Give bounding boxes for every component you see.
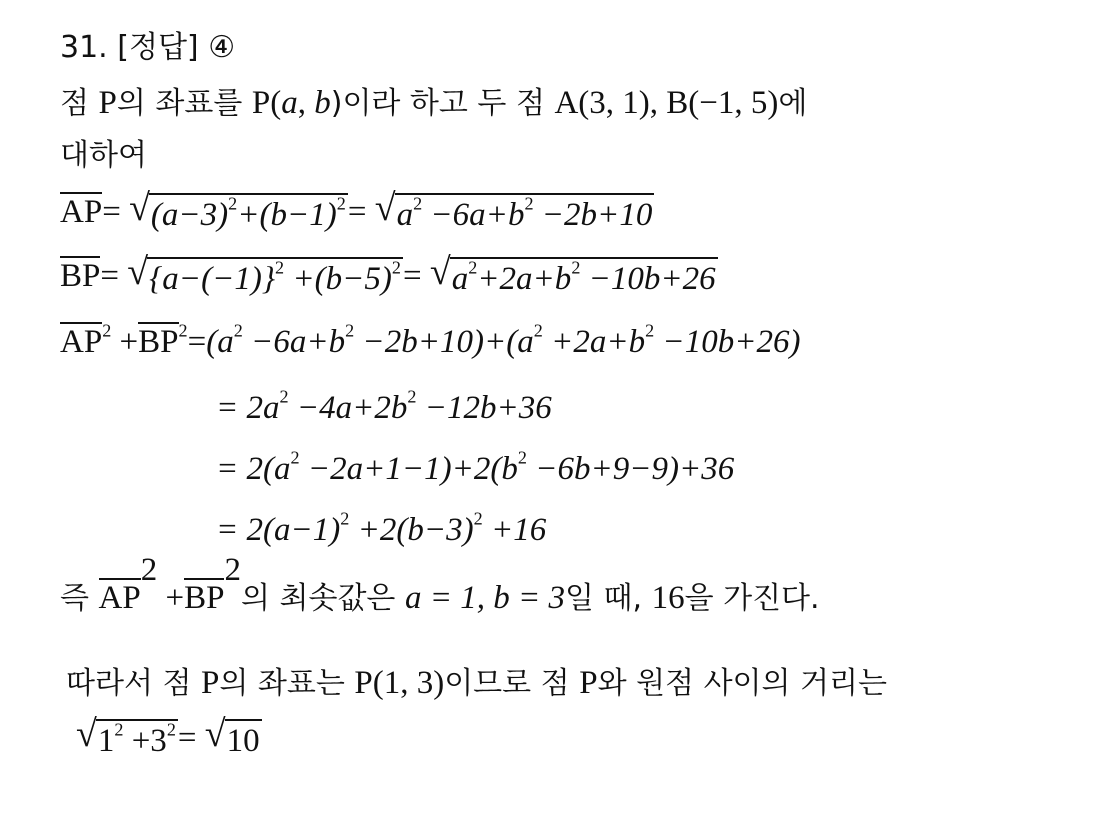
expr: +(b−5) <box>284 261 392 297</box>
exp: 2 <box>473 508 483 529</box>
intro-text: 의 좌표를 <box>116 86 252 121</box>
plus: + <box>111 324 139 360</box>
intro-text: 에 <box>778 86 808 121</box>
exp: 2 <box>340 508 350 529</box>
expr: +2a+b <box>542 324 646 360</box>
expr: −10b+26 <box>580 261 716 297</box>
exp: 2 <box>140 552 158 588</box>
exp: 2 <box>166 719 176 740</box>
final-line <box>66 663 887 704</box>
exp: 2 <box>275 257 285 278</box>
final-text: 와 원점 사이의 거리는 <box>597 666 887 701</box>
exp: 2 <box>228 193 238 214</box>
segment-ap: AP <box>60 324 103 360</box>
exp: 2 <box>524 193 534 214</box>
sqrt-bp-2: √ $a^2+2a+b^2 -10b+26$ <box>429 251 716 297</box>
expr: (a−3) <box>150 197 229 233</box>
sum-equation <box>60 322 800 362</box>
result: 10 <box>225 719 262 759</box>
min-value: 16 <box>651 580 685 617</box>
exp: 2 <box>102 320 112 341</box>
point-p: P <box>98 85 117 121</box>
exp: 2 <box>233 320 243 341</box>
expr: +2a+b <box>477 261 572 297</box>
expr: 1 <box>97 723 115 759</box>
expr: −6b+9−9)+36 <box>526 451 735 487</box>
expr: −12b+36 <box>416 390 552 426</box>
intro-line <box>60 83 807 124</box>
point-p: P <box>579 665 598 701</box>
expr: +(b−1) <box>237 197 337 233</box>
equals: = <box>100 258 119 294</box>
exp: 2 <box>290 447 300 468</box>
exp: 2 <box>468 257 478 278</box>
expr: a <box>451 261 469 297</box>
exp: 2 <box>407 386 417 407</box>
expr: (a <box>206 324 234 360</box>
expr: = 2a <box>216 390 280 426</box>
equals: = <box>402 258 422 294</box>
var-a: a <box>281 85 298 121</box>
exp: 2 <box>114 719 124 740</box>
intro-text: 점 <box>60 86 99 121</box>
expr: −2b+10)+(a <box>354 324 534 360</box>
coord-p: P(1, 3) <box>354 665 445 701</box>
answer-choice: ④ <box>208 30 236 65</box>
exp: 2 <box>645 320 655 341</box>
step-2 <box>216 388 552 428</box>
concl-text: 의 최솟값은 <box>240 581 405 617</box>
final-text: 따라서 점 <box>66 666 201 701</box>
point-a: A(3, 1), <box>554 85 667 121</box>
final-text: 의 좌표는 <box>219 666 355 701</box>
expr: a <box>396 197 414 233</box>
condition: a = 1, b = 3 <box>404 580 565 617</box>
intro-line-2: 대하여 <box>60 138 147 173</box>
equals: = <box>347 194 367 230</box>
problem-number: 31. <box>60 30 108 65</box>
exp: 2 <box>178 320 188 341</box>
exp: 2 <box>571 257 581 278</box>
expr: −2a+1−1)+2(b <box>299 451 518 487</box>
segment-bp: BP <box>184 580 225 617</box>
expr: +16 <box>482 512 547 548</box>
exp: 2 <box>224 552 241 588</box>
distance-equation <box>76 713 262 759</box>
ap-equation <box>60 187 654 233</box>
point-b: B(−1, 5) <box>666 85 779 121</box>
expr: = 2(a−1) <box>216 512 341 548</box>
expr: −6a+b <box>422 197 525 233</box>
sqrt-ap-1: √ $(a-3)^2+(b-1)^2$ <box>129 187 346 233</box>
exp: 2 <box>533 320 543 341</box>
final-text: 이므로 점 <box>444 666 580 701</box>
sqrt-distance: √ $1^2 +3^2$ <box>76 713 176 759</box>
expr: −6a+b <box>242 324 346 360</box>
expr: +3 <box>123 723 167 759</box>
sqrt-result: √ 10 <box>204 713 260 759</box>
bp-equation <box>60 251 718 297</box>
concl-text: 을 가진다. <box>684 581 820 617</box>
equals: = <box>102 194 121 230</box>
segment-bp: BP <box>60 258 101 294</box>
expr: +2(b−3) <box>349 512 474 548</box>
var-b: b <box>314 85 331 121</box>
step-3 <box>216 449 734 489</box>
exp: 2 <box>345 320 355 341</box>
equals: = <box>177 720 197 756</box>
sqrt-bp-1: √ $\{a-(-1)\}^2 +(b-5)^2$ <box>127 251 401 297</box>
comma: , <box>297 85 315 121</box>
intro-text: )이라 하고 두 점 <box>330 86 555 121</box>
sqrt-ap-2: √ $a^2 -6a+b^2 -2b+10$ <box>374 187 653 233</box>
expr: −2b+10 <box>533 197 653 233</box>
coord-p: P( <box>251 85 282 121</box>
segment-ap: AP <box>60 194 103 230</box>
exp: 2 <box>336 193 346 214</box>
expr: −4a+2b <box>288 390 408 426</box>
expr: −10b+26) <box>654 324 801 360</box>
plus: + <box>157 580 185 617</box>
exp: 2 <box>517 447 527 468</box>
concl-text: 일 때, <box>565 581 652 617</box>
point-p: P <box>201 665 220 701</box>
expr: = 2(a <box>216 451 291 487</box>
segment-bp: BP <box>138 324 179 360</box>
segment-ap: AP <box>98 580 141 617</box>
answer-line <box>60 28 235 68</box>
conclusion-line <box>60 552 820 619</box>
exp: 2 <box>413 193 423 214</box>
concl-text: 즉 <box>60 581 99 617</box>
expr: {a−(−1)} <box>149 261 276 297</box>
equals: = <box>187 324 207 360</box>
answer-label: [정답] <box>117 30 199 65</box>
step-4 <box>216 510 546 550</box>
exp: 2 <box>391 257 401 278</box>
exp: 2 <box>279 386 289 407</box>
